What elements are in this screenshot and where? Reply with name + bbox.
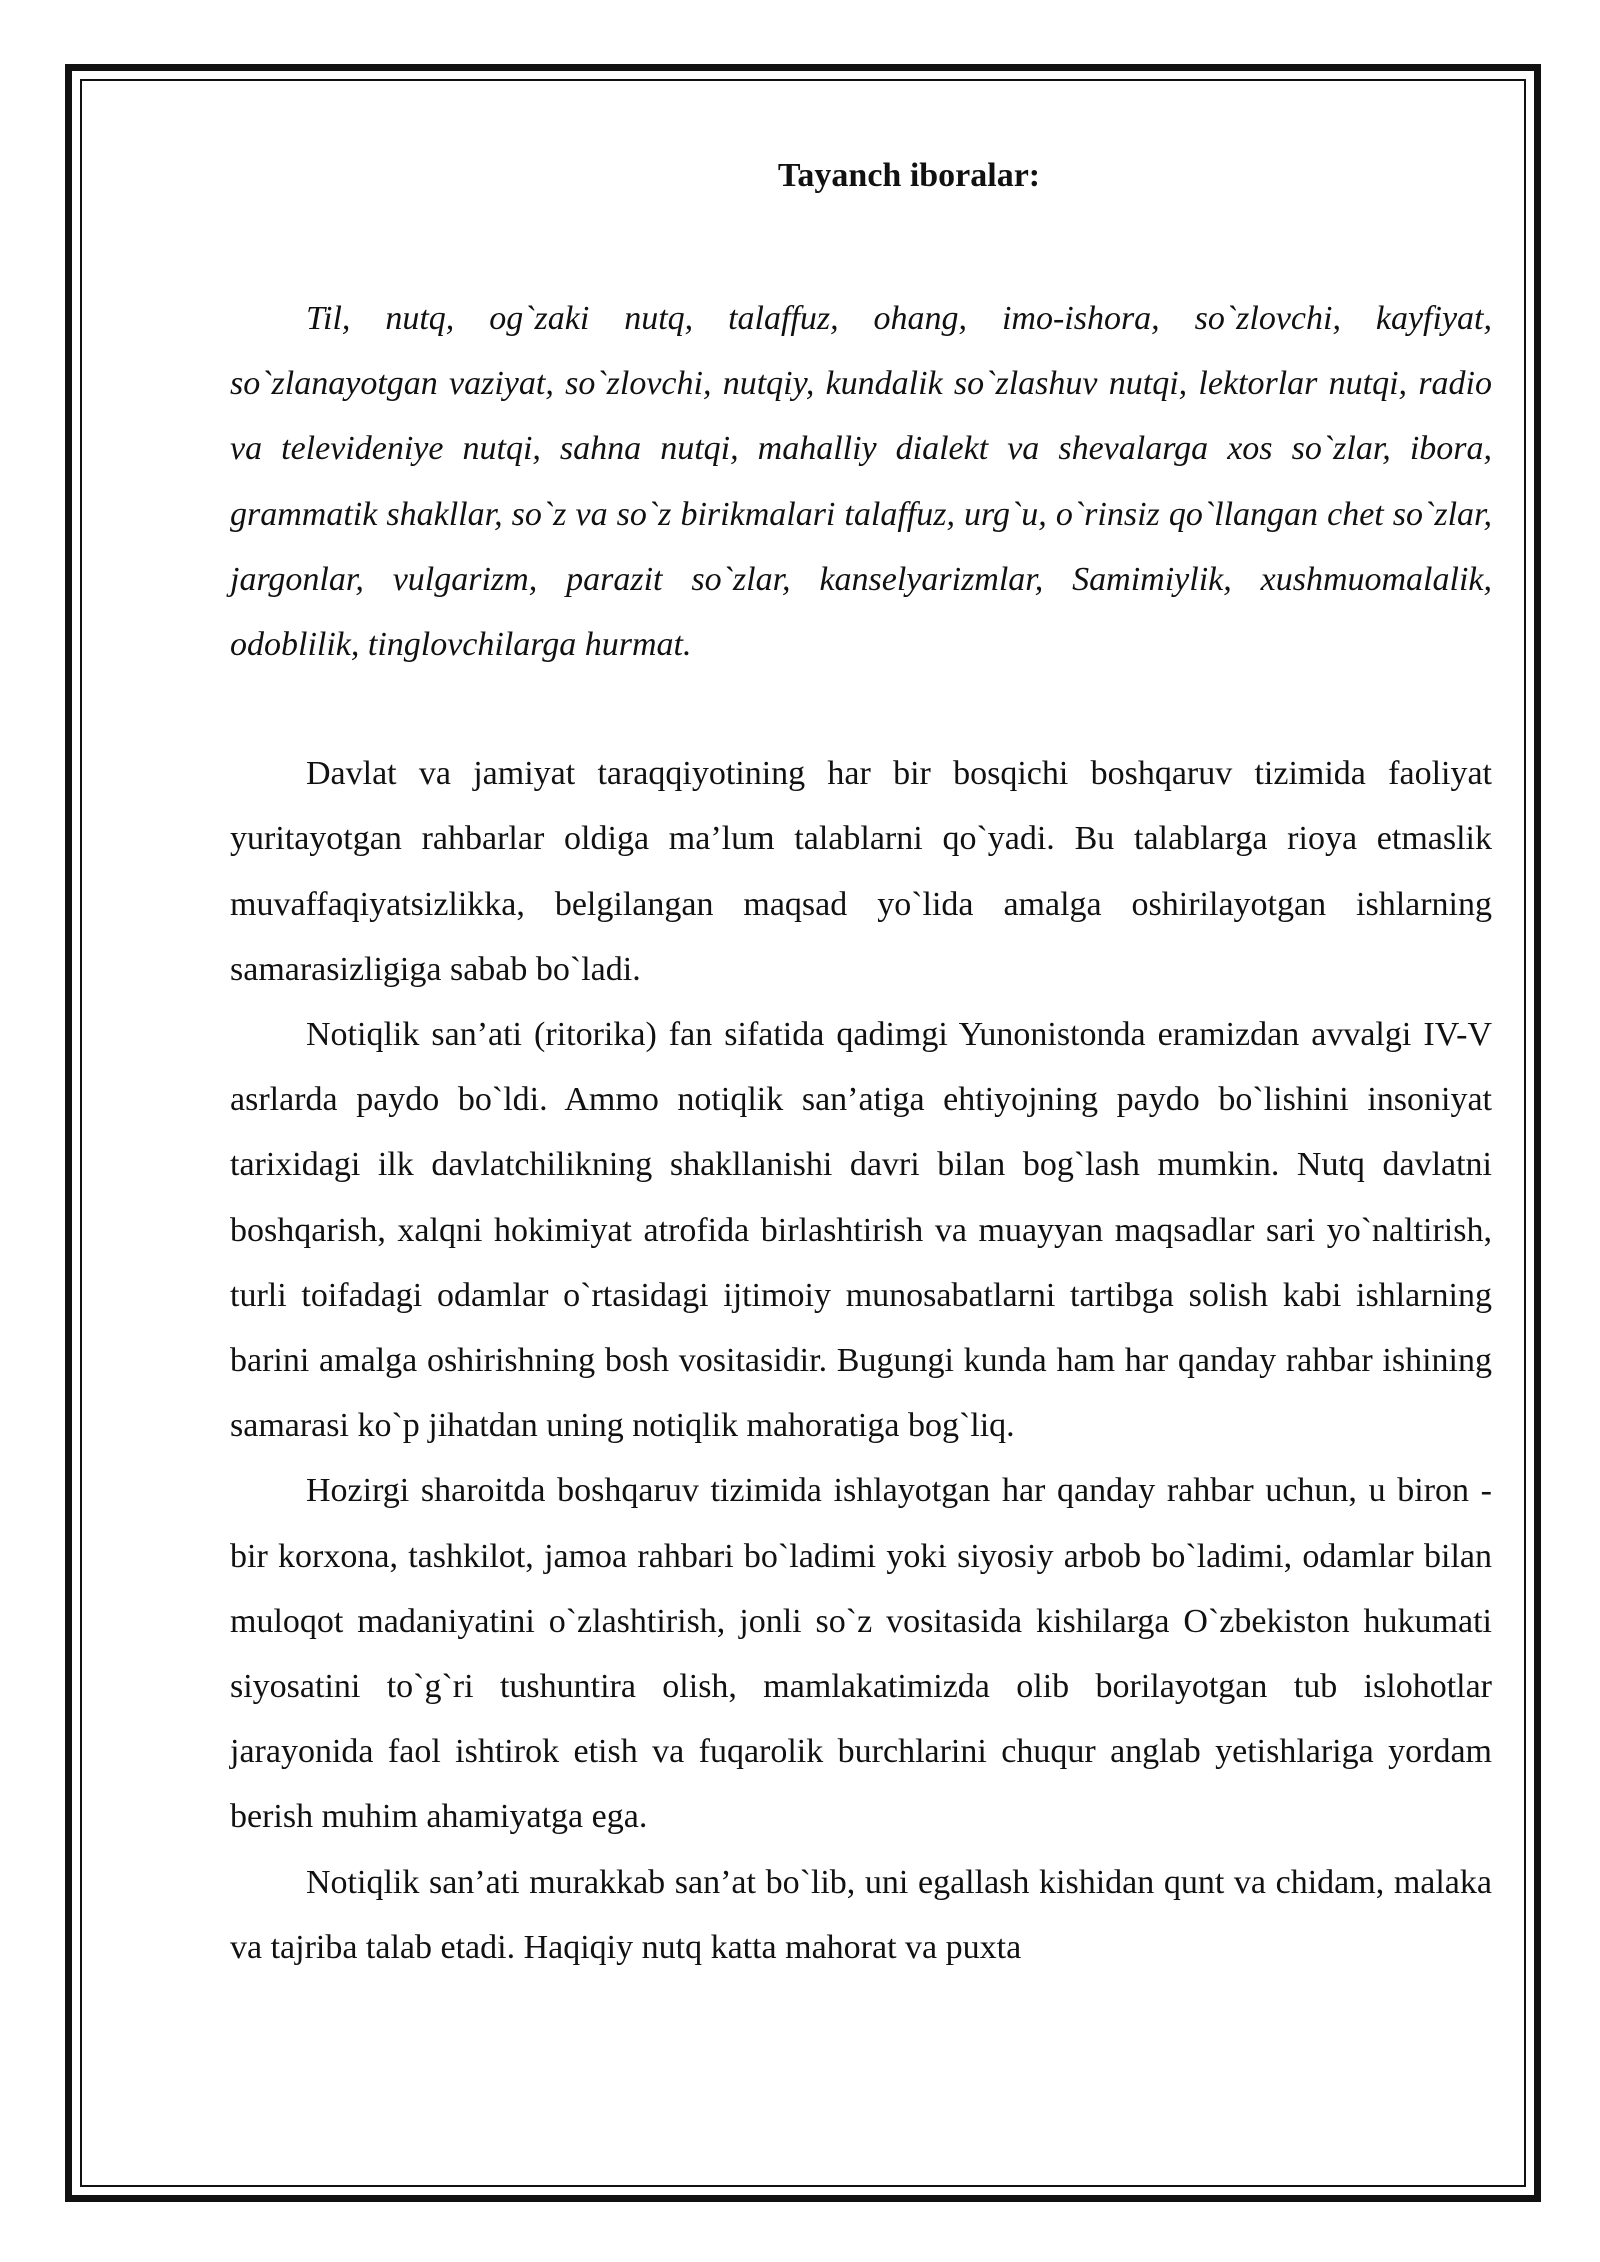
keywords-paragraph: Til, nutq, og`zaki nutq, talaffuz, ohang, imo-ishora, so`zlovchi, kayfiyat, so`zlanayotgan vaziyat, so`zlovchi, nutqiy, kundalik so`zlashuv nutqi, lektorlar nutqi, radio va televideniye nutqi, sahna nutqi, mahalliy dialekt va shevalarga xos so`zlar, ibora, grammatik shakllar, so`z va so`z birikmalari talaffuz, urg`u, o`rinsiz qo`llangan chet so`zlar, jargonlar, vulgarizm, parazit so`zlar, kanselyarizmlar, Samimiylik, xushmuomalalik, odoblilik, tinglovchilarga hurmat. xyxy=(230,300,1492,664)
page-title: Tayanch iboralar: xyxy=(777,157,1041,194)
paragraph-1: Davlat va jamiyat taraqqiyotining har bir bosqichi boshqaruv tizimida faoliyat yuritayotgan rahbarlar oldiga ma’lum talablarni qo`yadi. Bu talablarga rioya etmaslik muvaffaqiyatsizlikka, belgilangan maqsad yo`lida amalga oshirilayotgan ishlarning samarasizligiga sabab bo`ladi. xyxy=(230,755,1492,988)
document-body xyxy=(230,150,1492,1980)
paragraph-4: Notiqlik san’ati murakkab san’at bo`lib, uni egallash kishidan qunt va chidam, malaka va tajriba talab etadi. Haqiqiy nutq katta mahorat va puxta xyxy=(230,1863,1492,1966)
paragraph-3: Hozirgi sharoitda boshqaruv tizimida ishlayotgan har qanday rahbar uchun, u biron - bir korxona, tashkilot, jamoa rahbari bo`ladimi yoki siyosiy arbob bo`ladimi, odamlar bilan muloqot madaniyatini o`zlashtirish, jonli so`z vositasida kishilarga O`zbekiston hukumati siyosatini to`g`ri tushuntira olish, mamlakatimizda olib borilayotgan tub islohotlar jarayonida faol ishtirok etish va fuqarolik burchlarini chuqur anglab yetishlariga yordam berish muhim ahamiyatga ega. xyxy=(230,1472,1492,1836)
paragraph-2: Notiqlik san’ati (ritorika) fan sifatida qadimgi Yunonistonda eramizdan avvalgi IV-V asrlarda paydo bo`ldi. Ammo notiqlik san’atiga ehtiyojning paydo bo`lishini insoniyat tarixidagi ilk davlatchilikning shakllanishi davri bilan bog`lash mumkin. Nutq davlatni boshqarish, xalqni hokimiyat atrofida birlashtirish va muayyan maqsadlar sari yo`naltirish, turli toifadagi odamlar o`rtasidagi ijtimoiy munosabatlarni tartibga solish kabi ishlarning barini amalga oshirishning bosh vositasidir. Bugungi kunda ham har qanday rahbar ishining samarasi ko`p jihatdan uning notiqlik mahoratiga bog`liq. xyxy=(230,1016,1492,1445)
